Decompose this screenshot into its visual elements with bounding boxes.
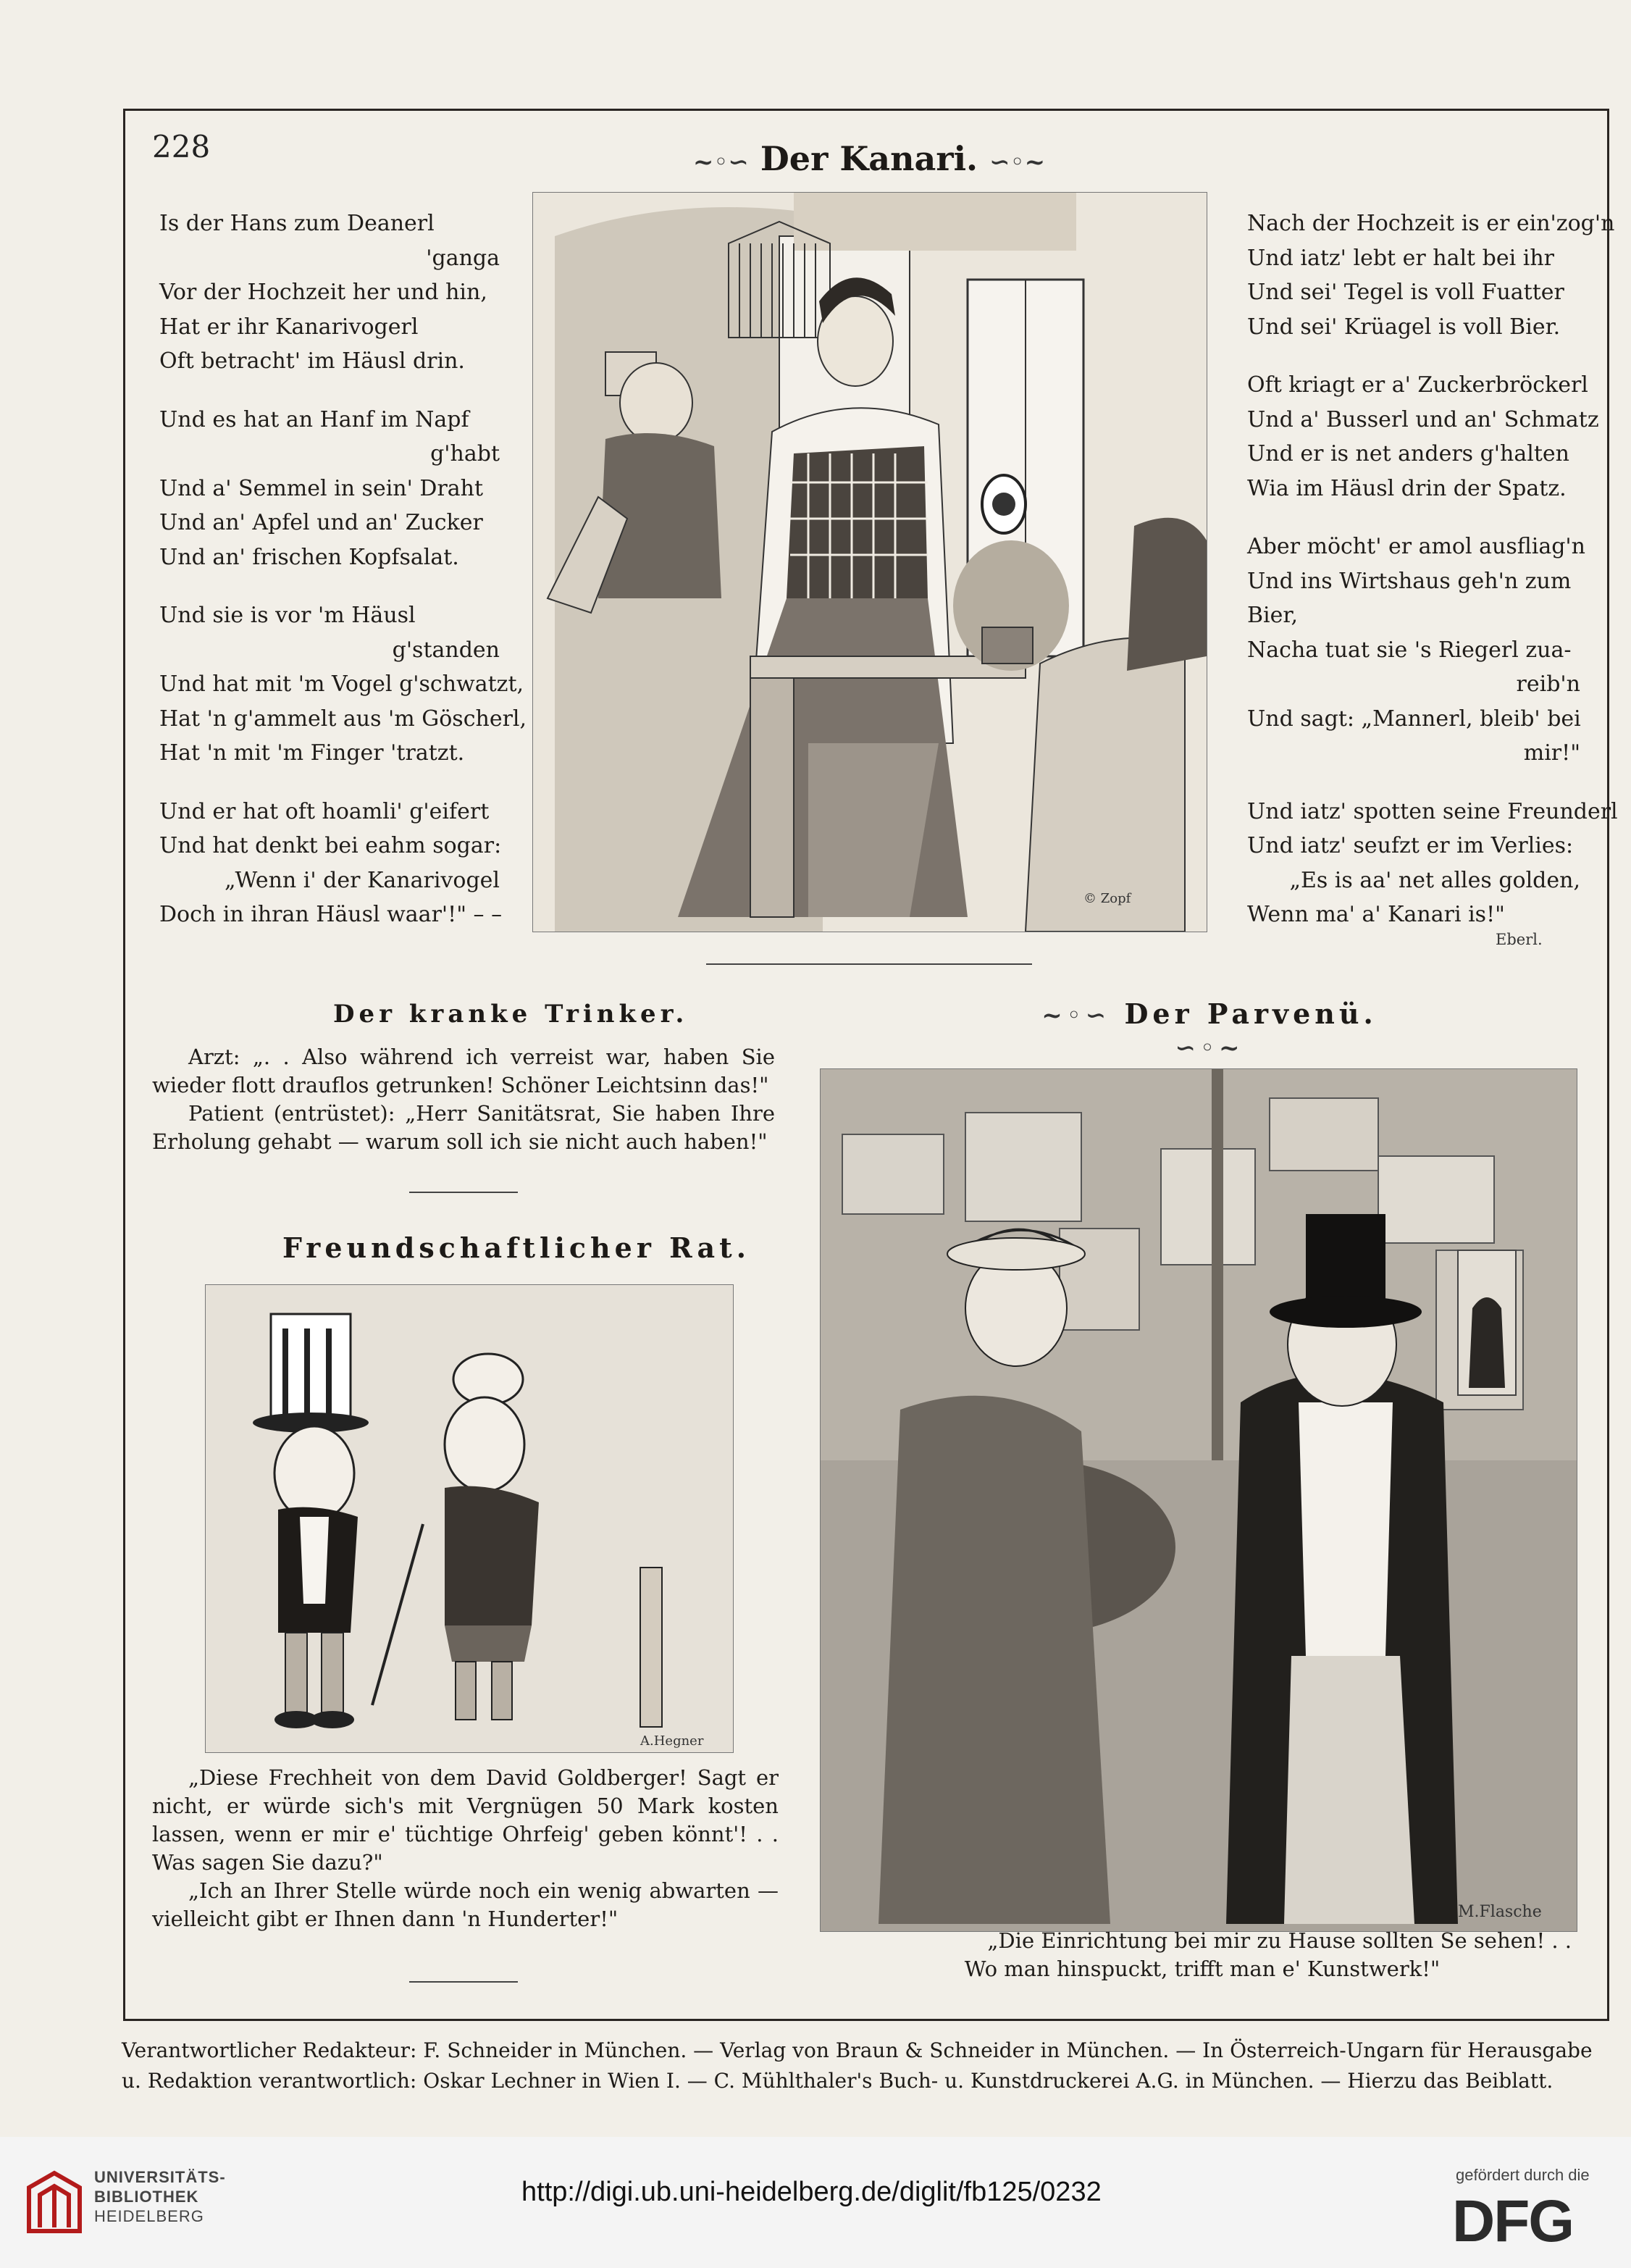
poem-line: Oft kriagt er a' Zuckerbröckerl [1247,372,1588,398]
trinker-title: Der kranke Trinker. [333,1000,689,1029]
trinker-dialogue-doctor: Arzt: „. . Also während ich verreist war, haben Sie wieder flott drauflos getrunken! Schöner Leichtsinn das!" [152,1045,775,1097]
poem-line: Aber möcht' er amol ausfliag'n [1247,534,1585,559]
library-name-line-3: HEIDELBERG [94,2207,204,2225]
university-logo-icon [22,2166,87,2238]
kanari-author: Eberl. [1496,931,1543,948]
left-stanza [159,598,527,771]
rat-dialogue-2: „Ich an Ihrer Stelle würde noch ein wenig abwarten — vielleicht gibt er Ihnen dann 'n Hunderter!" [152,1878,779,1931]
poem-line: Wia im Häusl drin der Spatz. [1247,475,1567,501]
poem-line: „Wenn i' der Kanarivogel [224,867,500,893]
poem-line: Und hat mit 'm Vogel g'schwatzt, [159,671,524,697]
poem-line: Und sei' Tegel is voll Fuatter [1247,280,1564,305]
poem-line: Und ins Wirtshaus geh'n zum [1247,568,1572,594]
right-stanza [1247,368,1599,506]
canary-illustration [532,192,1207,932]
funding-label: gefördert durch die [1456,2166,1590,2184]
poem-line: Und a' Semmel in sein' Draht [159,475,484,501]
svg-text:A.Hegner: A.Hegner [640,1733,704,1749]
parvenu-title: Der Parvenü. [1124,997,1378,1030]
rat-title: Freundschaftlicher Rat. [282,1231,750,1264]
left-stanza [159,795,503,932]
poem-line: Hat 'n mit 'm Finger 'tratzt. [159,740,465,766]
parvenu-caption-line-1: „Die Einrichtung bei mir zu Hause sollten Se sehen! . . [987,1928,1572,1953]
ornament-left-icon: ~◦∽ [1041,1001,1111,1030]
poem-line: reib'n [1516,671,1580,697]
poem-line: Und er hat oft hoamli' g'eifert [159,798,490,824]
poem-line: Und iatz' seufzt er im Verlies: [1247,833,1574,858]
rat-text [152,1764,779,1933]
kanari-poem-right [1247,206,1618,956]
trinker-dialogue-patient: Patient (entrüstet): „Herr Sanitätsrat, Sie haben Ihre Erholung gehabt — warum soll ich sie nicht auch haben!" [152,1101,775,1154]
kanari-title-block [637,139,1101,178]
rat-cartoon-illustration [205,1284,734,1753]
poem-line: Doch in ihran Häusl waar'!" – – [159,902,503,927]
poem-line: Und an' frischen Kopfsalat. [159,544,459,570]
svg-text:© Zopf: © Zopf [1083,891,1131,906]
poem-line: Und iatz' lebt er halt bei ihr [1247,245,1554,271]
poem-line: Und a' Busserl und an' Schmatz [1247,406,1599,432]
poem-line: mir!" [1523,740,1580,766]
section-divider [409,1192,518,1193]
parvenu-caption [833,1927,1572,1983]
poem-line: Vor der Hochzeit her und hin, [159,280,487,305]
section-divider [409,1981,518,1983]
poem-line: Hat er ihr Kanarivogerl [159,314,419,340]
poem-line: Bier, [1247,603,1298,628]
page-number: 228 [152,129,211,164]
poem-line: Und sie is vor 'm Häusl [159,603,416,628]
imprint-line-1: Verantwortlicher Redakteur: F. Schneider in München. — Verlag von Braun & Schneider in München. — In Österreich-Ungarn für Herausgabe [122,2038,1593,2062]
parvenu-illustration [820,1068,1577,1932]
poem-line: Und sagt: „Mannerl, bleib' bei [1247,706,1581,732]
poem-line: Und sei' Krüagel is voll Bier. [1247,314,1561,340]
poem-line: Is der Hans zum Deanerl [159,211,435,236]
kanari-title: Der Kanari. [760,139,978,178]
svg-text:M.Flasche: M.Flasche [1458,1903,1542,1921]
library-name-line-2: BIBLIOTHEK [94,2188,199,2206]
ornament-left-icon: ~◦∽ [692,148,749,177]
right-stanza [1247,795,1618,932]
parvenu-caption-line-2: Wo man hinspuckt, trifft man e' Kunstwerk!" [964,1957,1441,1981]
parvenu-title-block [1007,997,1412,1063]
library-name [94,2167,226,2226]
imprint-line-2: u. Redaktion verantwortlich: Oskar Lechner in Wien I. — C. Mühlthaler's Buch- u. Kunstdruckerei A.G. in München. — Hierzu das Beiblatt. [122,2069,1554,2093]
left-stanza [159,403,500,575]
section-divider [706,963,1032,965]
poem-line: Und es hat an Hanf im Napf [159,406,469,432]
trinker-text [152,1043,775,1156]
permalink-url[interactable]: http://digi.ub.uni-heidelberg.de/diglit/fb125/0232 [521,2177,1102,2207]
library-name-line-1: UNIVERSITÄTS- [94,2168,226,2186]
poem-line: Oft betracht' im Häusl drin. [159,348,465,374]
poem-line: Und iatz' spotten seine Freunderl [1247,798,1618,824]
right-stanza [1247,530,1585,771]
kanari-poem-left [159,206,527,956]
poem-line: Wenn ma' a' Kanari is!" [1247,902,1505,927]
poem-line: Und hat denkt bei eahm sogar: [159,833,502,858]
ornament-right-icon: ∽◦~ [989,148,1046,177]
rat-dialogue-1: „Diese Frechheit von dem David Goldberger! Sagt er nicht, er würde sich's mit Vergnügen 50 Mark kosten lassen, wenn er mir e' tüchtige Ohrfeig' geben könnt'! . . Was sagen Sie dazu?" [152,1765,779,1875]
poem-line: g'standen [392,637,500,663]
poem-line: Nacha tuat sie 's Riegerl zua- [1247,637,1572,663]
poem-line: Hat 'n g'ammelt aus 'm Göscherl, [159,706,527,732]
dfg-logo: DFG [1452,2188,1574,2254]
poem-line: 'ganga [426,245,500,271]
poem-line: „Es is aa' net alles golden, [1289,867,1580,893]
poem-line: g'habt [430,441,500,466]
poem-line: Und er is net anders g'halten [1247,441,1569,466]
left-stanza [159,206,500,379]
poem-line: Nach der Hochzeit is er ein'zog'n [1247,211,1615,236]
ornament-right-icon: ∽◦~ [1175,1034,1244,1063]
right-stanza [1247,206,1615,344]
imprint-footer [122,2035,1614,2096]
poem-line: Und an' Apfel und an' Zucker [159,510,483,535]
